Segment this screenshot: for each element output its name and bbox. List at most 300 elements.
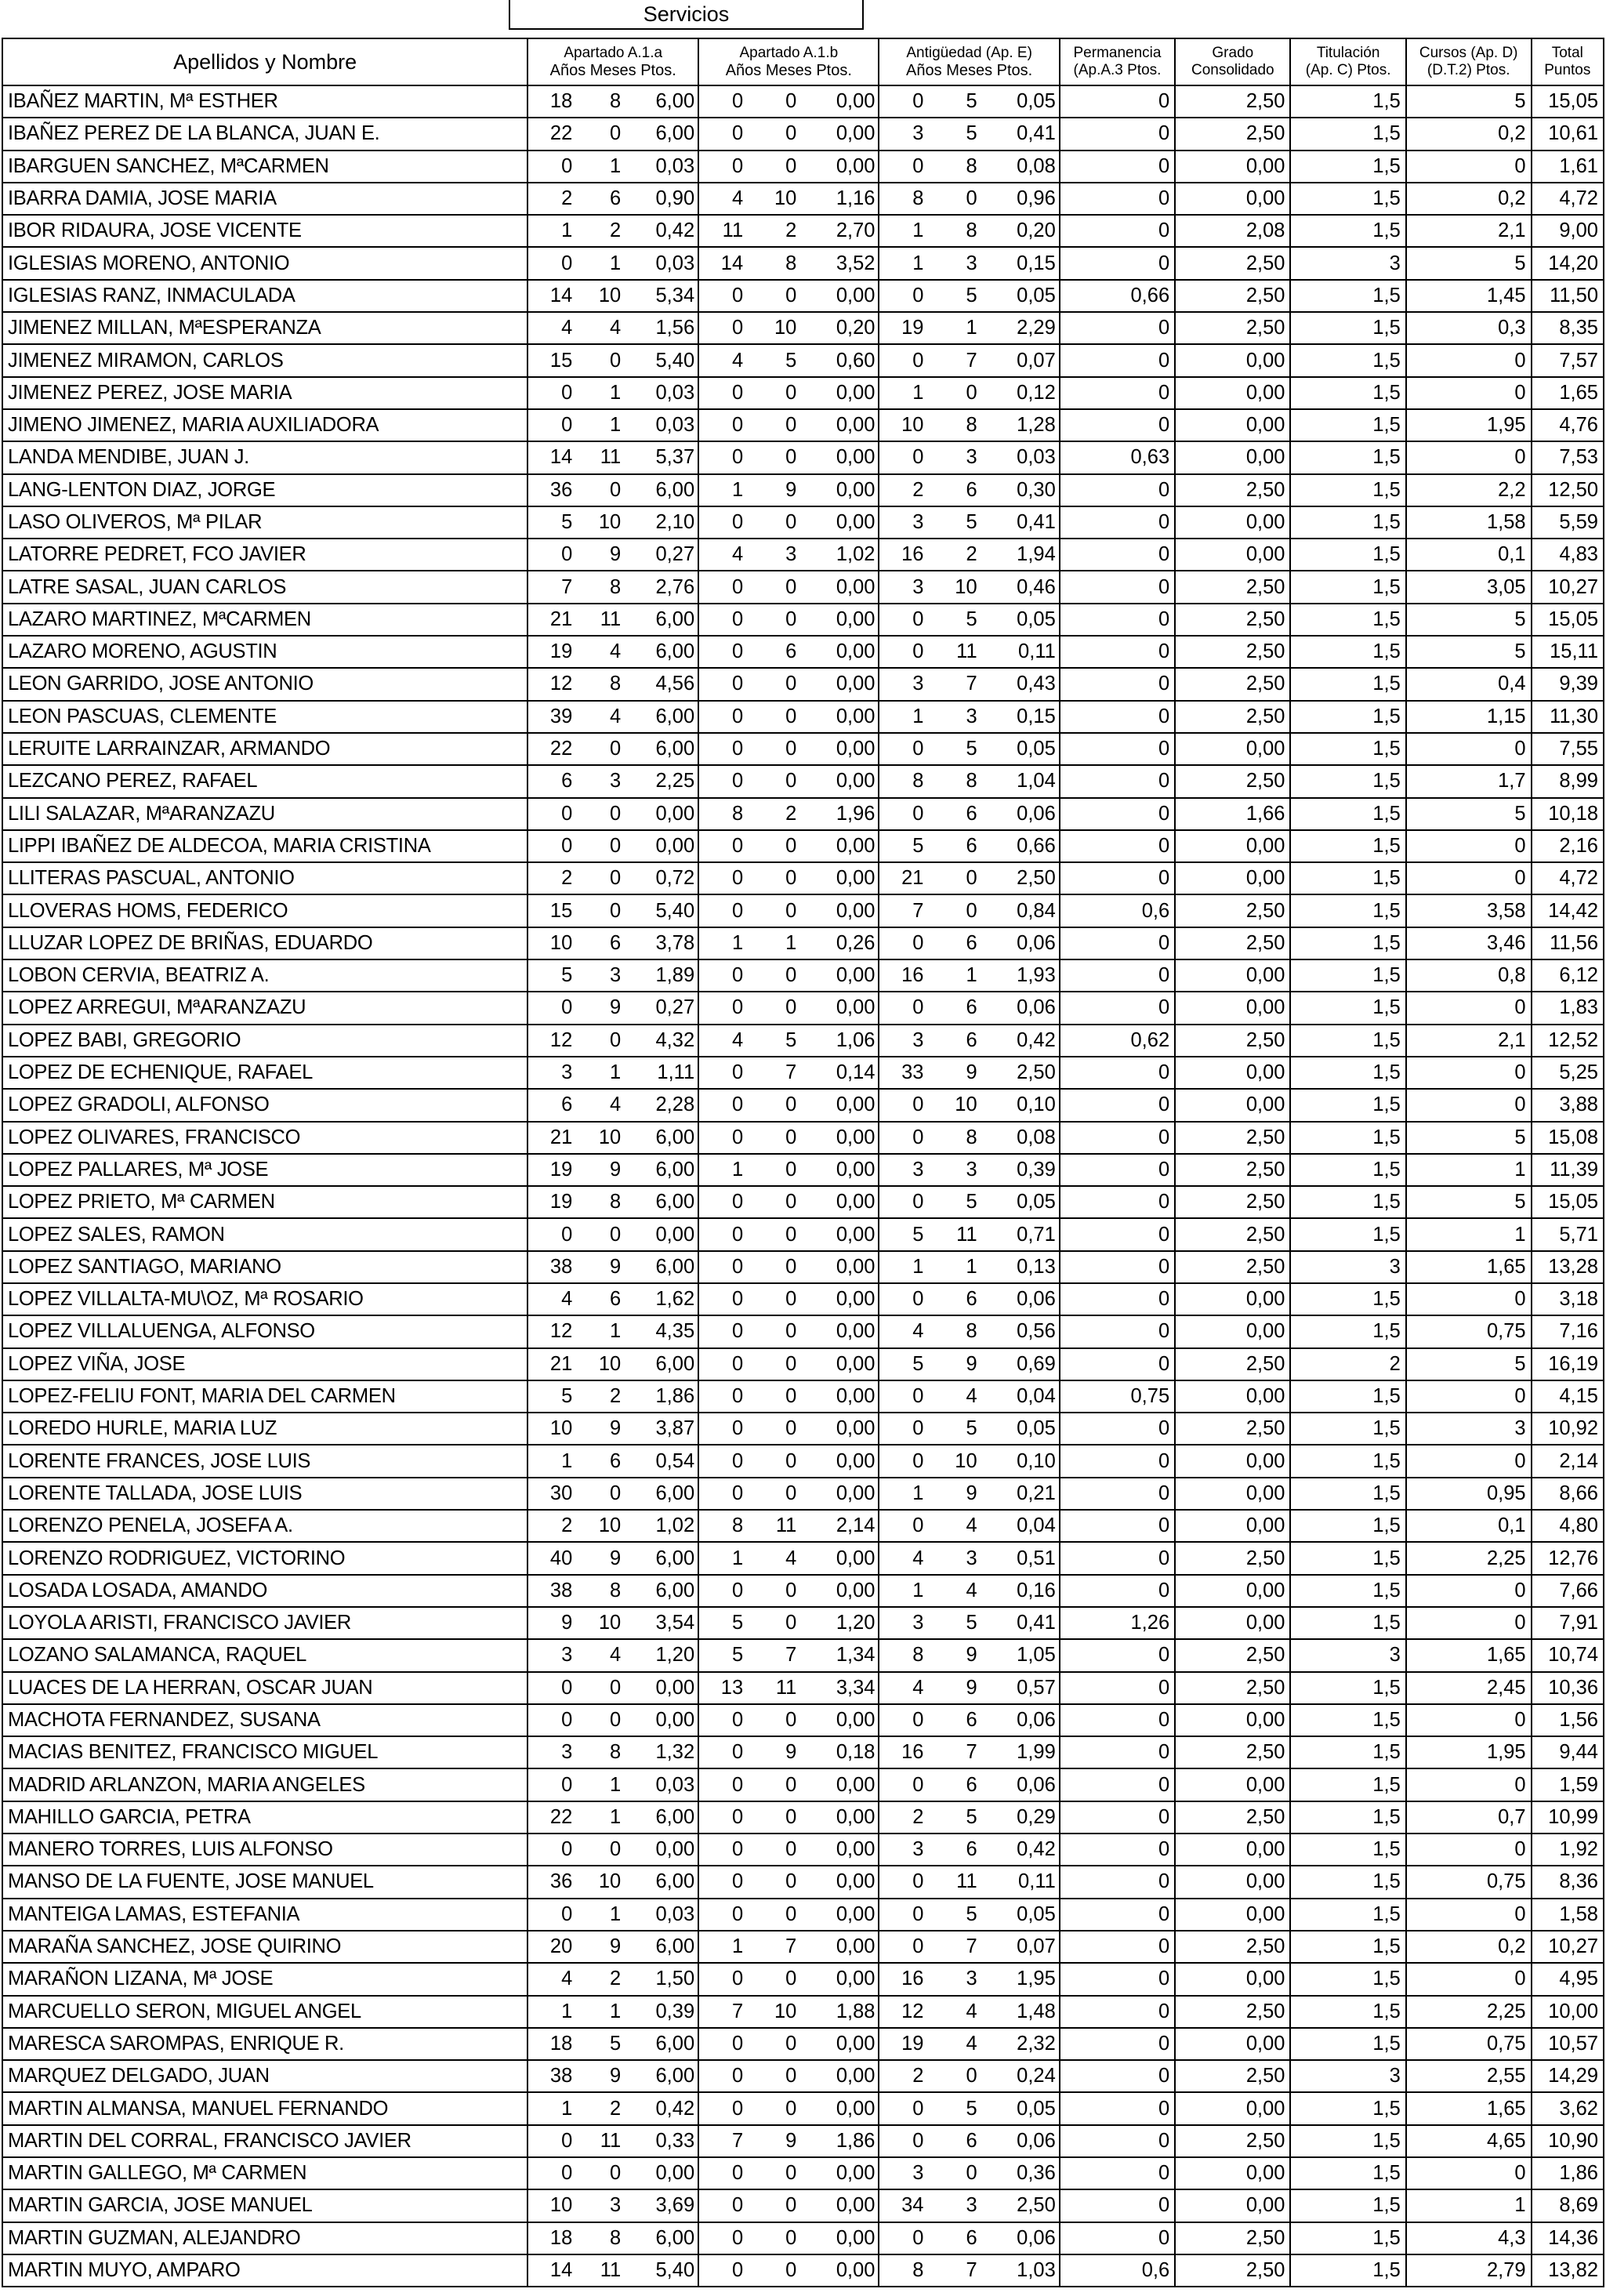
cell-a1a-months: 1 bbox=[610, 2000, 622, 2022]
cell-a1a bbox=[527, 85, 698, 118]
cell-a1b-points: 0,60 bbox=[836, 349, 876, 372]
cell-antiguedad-years: 0 bbox=[912, 802, 924, 825]
cell-name: IGLESIAS RANZ, INMACULADA bbox=[2, 280, 527, 312]
cell-name: MANERO TORRES, LUIS ALFONSO bbox=[2, 1834, 527, 1866]
cell-grado: 0,00 bbox=[1175, 1834, 1290, 1866]
cell-a1b-months: 0 bbox=[785, 1902, 797, 1925]
cell-cursos: 1,65 bbox=[1406, 2092, 1532, 2124]
cell-a1b-points: 0,00 bbox=[836, 834, 876, 857]
cell-a1a-months: 4 bbox=[610, 317, 622, 339]
cell-titulacion: 1,5 bbox=[1290, 992, 1405, 1024]
cell-a1a-months: 8 bbox=[610, 673, 622, 695]
cell-antiguedad-years: 16 bbox=[901, 1741, 924, 1764]
cell-a1a bbox=[527, 1413, 698, 1445]
cell-a1a-years: 0 bbox=[561, 834, 573, 857]
table-row bbox=[2, 1575, 1604, 1607]
cell-a1b bbox=[698, 1478, 879, 1510]
cell-antiguedad bbox=[879, 1736, 1059, 1768]
cell-antiguedad-values bbox=[883, 414, 1055, 437]
cell-a1a bbox=[527, 830, 698, 862]
cell-a1b-values bbox=[702, 1838, 875, 1861]
cell-a1a-points: 0,00 bbox=[655, 1223, 695, 1246]
cell-a1a-points: 5,37 bbox=[655, 446, 695, 469]
cell-a1b-values bbox=[702, 1580, 875, 1602]
cell-antiguedad bbox=[879, 1025, 1059, 1057]
cell-a1a-months: 10 bbox=[598, 1612, 622, 1634]
cell-a1a-values bbox=[531, 803, 694, 825]
cell-total: 15,08 bbox=[1532, 1122, 1604, 1154]
cell-name: LOPEZ-FELIU FONT, MARIA DEL CARMEN bbox=[2, 1380, 527, 1413]
cell-a1a bbox=[527, 733, 698, 765]
cell-a1b-values bbox=[702, 996, 875, 1019]
cell-antiguedad-months: 6 bbox=[966, 2129, 977, 2152]
cell-titulacion: 1,5 bbox=[1290, 312, 1405, 344]
cell-antiguedad-values bbox=[883, 446, 1055, 469]
cell-a1a-values bbox=[531, 1968, 694, 1990]
table-row bbox=[2, 1315, 1604, 1347]
cell-a1b bbox=[698, 441, 879, 473]
cell-antiguedad-months: 6 bbox=[966, 478, 977, 501]
cell-a1a-points: 0,54 bbox=[655, 1449, 695, 1472]
cell-total: 7,57 bbox=[1532, 344, 1604, 376]
cell-a1b-points: 0,00 bbox=[836, 705, 876, 727]
cell-a1b-points: 0,00 bbox=[836, 2259, 876, 2282]
cell-antiguedad bbox=[879, 1963, 1059, 1995]
cell-a1b-months: 10 bbox=[774, 187, 797, 210]
cell-permanencia: 0 bbox=[1060, 2028, 1175, 2060]
cell-antiguedad-values bbox=[883, 1580, 1055, 1602]
cell-a1b bbox=[698, 636, 879, 668]
cell-titulacion: 1,5 bbox=[1290, 1931, 1405, 1963]
cell-a1a bbox=[527, 2189, 698, 2222]
cell-a1b-years: 0 bbox=[731, 1902, 744, 1925]
table-row bbox=[2, 894, 1604, 927]
cell-antiguedad bbox=[879, 247, 1059, 279]
cell-antiguedad-points: 2,32 bbox=[1017, 2032, 1056, 2055]
cell-antiguedad-values bbox=[883, 1644, 1055, 1667]
cell-a1b-months: 0 bbox=[785, 2226, 797, 2249]
cell-a1b-points: 0,00 bbox=[836, 1968, 876, 1990]
cell-cursos: 1,95 bbox=[1406, 409, 1532, 441]
cell-a1b-values bbox=[702, 1450, 875, 1473]
cell-a1a-months: 10 bbox=[598, 511, 622, 533]
cell-antiguedad-points: 1,48 bbox=[1017, 2000, 1056, 2022]
cell-cursos: 1,45 bbox=[1406, 280, 1532, 312]
cell-a1b-months: 2 bbox=[785, 802, 797, 825]
cell-antiguedad-months: 8 bbox=[966, 154, 977, 177]
cell-grado: 0,00 bbox=[1175, 992, 1290, 1024]
cell-a1a-points: 1,20 bbox=[655, 1644, 695, 1667]
cell-a1b-months: 0 bbox=[785, 122, 797, 145]
cell-titulacion: 1,5 bbox=[1290, 2157, 1405, 2189]
cell-name: LOPEZ PALLARES, Mª JOSE bbox=[2, 1154, 527, 1186]
cell-a1b-values bbox=[702, 576, 875, 599]
cell-a1a-months: 6 bbox=[610, 1288, 622, 1311]
cell-a1b-points: 0,00 bbox=[836, 2194, 876, 2217]
cell-a1a-values bbox=[531, 90, 694, 113]
cell-a1b-months: 0 bbox=[785, 1417, 797, 1440]
cell-permanencia: 0 bbox=[1060, 1672, 1175, 1704]
cell-grado: 0,00 bbox=[1175, 539, 1290, 571]
cell-titulacion: 1,5 bbox=[1290, 1445, 1405, 1477]
cell-a1a-months: 0 bbox=[610, 1223, 622, 1246]
cell-a1a-values bbox=[531, 576, 694, 599]
cell-titulacion: 1,5 bbox=[1290, 1996, 1405, 2028]
cell-a1b bbox=[698, 1413, 879, 1445]
cell-a1a-months: 0 bbox=[610, 122, 622, 145]
cell-a1a-months: 0 bbox=[610, 802, 622, 825]
cell-antiguedad-years: 1 bbox=[912, 381, 924, 404]
cell-name: MARCUELLO SERON, MIGUEL ANGEL bbox=[2, 1996, 527, 2028]
cell-name: LLUZAR LOPEZ DE BRIÑAS, EDUARDO bbox=[2, 927, 527, 959]
cell-antiguedad-years: 1 bbox=[912, 1482, 924, 1504]
cell-antiguedad bbox=[879, 1315, 1059, 1347]
cell-titulacion: 1,5 bbox=[1290, 571, 1405, 603]
cell-total: 16,19 bbox=[1532, 1348, 1604, 1380]
cell-titulacion: 1,5 bbox=[1290, 862, 1405, 894]
cell-antiguedad-years: 0 bbox=[912, 1449, 924, 1472]
cell-cursos: 3 bbox=[1406, 1413, 1532, 1445]
cell-a1b-values bbox=[702, 1482, 875, 1505]
cell-name: MARAÑON LIZANA, Mª JOSE bbox=[2, 1963, 527, 1995]
cell-antiguedad-values bbox=[883, 1838, 1055, 1861]
cell-a1a-years: 21 bbox=[549, 608, 573, 630]
table-row bbox=[2, 604, 1604, 636]
cell-a1a bbox=[527, 1996, 698, 2028]
cell-a1a-points: 0,03 bbox=[655, 1902, 695, 1925]
cell-total: 7,53 bbox=[1532, 441, 1604, 473]
cell-a1a-points: 0,27 bbox=[655, 996, 695, 1019]
cell-antiguedad-years: 3 bbox=[912, 673, 924, 695]
cell-a1b-points: 0,18 bbox=[836, 1741, 876, 1764]
cell-a1a-points: 3,87 bbox=[655, 1417, 695, 1440]
cell-antiguedad bbox=[879, 733, 1059, 765]
table-row bbox=[2, 1218, 1604, 1250]
cell-total: 8,66 bbox=[1532, 1478, 1604, 1510]
cell-a1a bbox=[527, 1542, 698, 1574]
cell-antiguedad-points: 1,99 bbox=[1017, 1741, 1056, 1764]
cell-total: 15,05 bbox=[1532, 604, 1604, 636]
cell-a1b-points: 0,00 bbox=[836, 2065, 876, 2087]
cell-grado: 2,50 bbox=[1175, 1639, 1290, 1671]
table-row bbox=[2, 85, 1604, 118]
cell-cursos: 0 bbox=[1406, 1899, 1532, 1931]
cell-a1a-values bbox=[531, 1256, 694, 1279]
cell-grado: 2,50 bbox=[1175, 1931, 1290, 1963]
cell-name: LORENTE TALLADA, JOSE LUIS bbox=[2, 1478, 527, 1510]
cell-a1a-points: 6,00 bbox=[655, 1935, 695, 1958]
cell-a1b-months: 0 bbox=[785, 1838, 797, 1861]
cell-a1b-months: 9 bbox=[785, 2129, 797, 2152]
table-row bbox=[2, 344, 1604, 376]
cell-a1b-points: 0,00 bbox=[836, 673, 876, 695]
cell-a1a-points: 0,00 bbox=[655, 1708, 695, 1731]
cell-cursos: 0 bbox=[1406, 1963, 1532, 1995]
cell-a1a-months: 3 bbox=[610, 964, 622, 987]
cell-a1b bbox=[698, 1542, 879, 1574]
cell-antiguedad-years: 21 bbox=[901, 867, 924, 890]
cell-antiguedad-points: 0,56 bbox=[1017, 1320, 1056, 1343]
cell-permanencia: 0 bbox=[1060, 1510, 1175, 1542]
cell-a1b bbox=[698, 1445, 879, 1477]
cell-a1b bbox=[698, 604, 879, 636]
cell-a1a-months: 3 bbox=[610, 2194, 622, 2217]
cell-permanencia: 0 bbox=[1060, 765, 1175, 797]
cell-a1a-years: 3 bbox=[561, 1061, 573, 1084]
cell-a1a-months: 4 bbox=[610, 705, 622, 727]
cell-a1b-years: 0 bbox=[731, 1191, 744, 1213]
cell-antiguedad-months: 5 bbox=[966, 738, 977, 760]
cell-a1b-points: 0,00 bbox=[836, 1935, 876, 1958]
cell-cursos: 3,58 bbox=[1406, 894, 1532, 927]
cell-a1a-values bbox=[531, 1580, 694, 1602]
cell-a1b-values bbox=[702, 900, 875, 923]
cell-a1a-months: 0 bbox=[610, 2162, 622, 2185]
cell-a1b-values bbox=[702, 219, 875, 242]
cell-a1b-months: 0 bbox=[785, 705, 797, 727]
cell-a1b-years: 1 bbox=[731, 478, 744, 501]
cell-antiguedad bbox=[879, 1251, 1059, 1283]
cell-a1a-points: 0,03 bbox=[655, 414, 695, 437]
cell-total: 12,76 bbox=[1532, 1542, 1604, 1574]
cell-antiguedad-points: 0,69 bbox=[1017, 1352, 1056, 1375]
cell-a1a-years: 0 bbox=[561, 996, 573, 1019]
table-row bbox=[2, 1025, 1604, 1057]
cell-antiguedad-months: 5 bbox=[966, 2097, 977, 2120]
cell-antiguedad-months: 6 bbox=[966, 931, 977, 954]
cell-antiguedad-points: 1,04 bbox=[1017, 770, 1056, 793]
cell-antiguedad-values bbox=[883, 2065, 1055, 2087]
cell-antiguedad-months: 0 bbox=[966, 899, 977, 922]
cell-a1a-points: 6,00 bbox=[655, 1191, 695, 1213]
cell-a1b bbox=[698, 1899, 879, 1931]
cell-grado: 2,50 bbox=[1175, 765, 1290, 797]
cell-a1a-values bbox=[531, 479, 694, 502]
cell-antiguedad-values bbox=[883, 187, 1055, 210]
cell-name: LOPEZ OLIVARES, FRANCISCO bbox=[2, 1122, 527, 1154]
cell-a1a-points: 0,00 bbox=[655, 1676, 695, 1699]
cell-a1b-years: 0 bbox=[731, 899, 744, 922]
cell-cursos: 0,1 bbox=[1406, 1510, 1532, 1542]
cell-antiguedad-months: 5 bbox=[966, 511, 977, 533]
cell-antiguedad-years: 0 bbox=[912, 996, 924, 1019]
cell-a1a-points: 0,39 bbox=[655, 2000, 695, 2022]
cell-grado: 2,50 bbox=[1175, 2222, 1290, 2254]
cell-antiguedad-years: 8 bbox=[912, 187, 924, 210]
cell-a1a-values bbox=[531, 1353, 694, 1376]
cell-total: 3,62 bbox=[1532, 2092, 1604, 2124]
cell-antiguedad bbox=[879, 668, 1059, 700]
cell-a1a-months: 10 bbox=[598, 284, 622, 306]
cell-titulacion: 1,5 bbox=[1290, 2092, 1405, 2124]
cell-antiguedad-years: 34 bbox=[901, 2194, 924, 2217]
cell-permanencia: 0 bbox=[1060, 1283, 1175, 1315]
cell-permanencia: 0 bbox=[1060, 992, 1175, 1024]
cell-cursos: 0 bbox=[1406, 441, 1532, 473]
cell-total: 5,25 bbox=[1532, 1057, 1604, 1089]
header-a1b-title: Apartado A.1.b bbox=[739, 45, 839, 61]
cell-titulacion: 2 bbox=[1290, 1348, 1405, 1380]
cell-antiguedad bbox=[879, 1510, 1059, 1542]
header-antiguedad-title: Antigüedad (Ap. E) bbox=[906, 45, 1032, 61]
cell-total: 4,76 bbox=[1532, 409, 1604, 441]
cell-antiguedad bbox=[879, 1218, 1059, 1250]
cell-titulacion: 1,5 bbox=[1290, 1672, 1405, 1704]
cell-antiguedad bbox=[879, 118, 1059, 150]
cell-grado: 0,00 bbox=[1175, 1089, 1290, 1121]
cell-a1a bbox=[527, 1510, 698, 1542]
cell-name: LLITERAS PASCUAL, ANTONIO bbox=[2, 862, 527, 894]
cell-antiguedad-years: 0 bbox=[912, 640, 924, 663]
cell-a1b bbox=[698, 1931, 879, 1963]
cell-permanencia: 0 bbox=[1060, 1542, 1175, 1574]
cell-antiguedad-months: 7 bbox=[966, 1935, 977, 1958]
cell-titulacion: 1,5 bbox=[1290, 118, 1405, 150]
cell-grado: 2,50 bbox=[1175, 1251, 1290, 1283]
cell-titulacion: 1,5 bbox=[1290, 798, 1405, 830]
cell-a1b-months: 0 bbox=[785, 2194, 797, 2217]
cell-antiguedad-years: 1 bbox=[912, 1579, 924, 1601]
cell-antiguedad-months: 11 bbox=[956, 1223, 977, 1246]
table-row bbox=[2, 506, 1604, 539]
cell-a1b bbox=[698, 2028, 879, 2060]
cell-a1b-points: 0,00 bbox=[836, 770, 876, 793]
cell-a1b-years: 0 bbox=[731, 834, 744, 857]
cell-antiguedad-values bbox=[883, 1514, 1055, 1537]
cell-a1a-years: 4 bbox=[561, 317, 573, 339]
cell-antiguedad-values bbox=[883, 350, 1055, 372]
cell-a1a-years: 14 bbox=[549, 2259, 573, 2282]
cell-a1b bbox=[698, 1218, 879, 1250]
cell-a1b-values bbox=[702, 705, 875, 728]
cell-total: 1,59 bbox=[1532, 1768, 1604, 1801]
cell-grado: 0,00 bbox=[1175, 377, 1290, 409]
cell-antiguedad-points: 0,06 bbox=[1017, 931, 1056, 954]
cell-a1b-years: 0 bbox=[731, 2194, 744, 2217]
cell-permanencia: 0 bbox=[1060, 2189, 1175, 2222]
cell-a1a-points: 6,00 bbox=[655, 640, 695, 663]
cell-a1a-months: 10 bbox=[598, 1126, 622, 1148]
cell-cursos: 0,2 bbox=[1406, 118, 1532, 150]
cell-antiguedad-years: 0 bbox=[912, 1708, 924, 1731]
cell-a1b-months: 11 bbox=[775, 1676, 797, 1699]
cell-cursos: 0 bbox=[1406, 1607, 1532, 1639]
cell-grado: 2,08 bbox=[1175, 215, 1290, 247]
cell-a1b-months: 0 bbox=[785, 1385, 797, 1408]
cell-titulacion: 1,5 bbox=[1290, 604, 1405, 636]
cell-titulacion: 1,5 bbox=[1290, 2028, 1405, 2060]
cell-permanencia: 0 bbox=[1060, 1801, 1175, 1834]
cell-cursos: 0 bbox=[1406, 1834, 1532, 1866]
cell-a1a-months: 9 bbox=[610, 1417, 622, 1440]
cell-a1a-points: 6,00 bbox=[655, 2032, 695, 2055]
cell-total: 5,71 bbox=[1532, 1218, 1604, 1250]
cell-a1b-values bbox=[702, 1320, 875, 1343]
cell-name: MARTIN ALMANSA, MANUEL FERNANDO bbox=[2, 2092, 527, 2124]
cell-a1a-values bbox=[531, 932, 694, 955]
table-row bbox=[2, 441, 1604, 473]
cell-a1b bbox=[698, 1672, 879, 1704]
cell-antiguedad bbox=[879, 1057, 1059, 1089]
cell-a1a-months: 0 bbox=[610, 1676, 622, 1699]
cell-total: 10,90 bbox=[1532, 2125, 1604, 2157]
cell-a1a-values bbox=[531, 1741, 694, 1764]
cell-a1b-years: 0 bbox=[731, 1805, 744, 1828]
cell-a1a-values bbox=[531, 317, 694, 339]
cell-titulacion: 1,5 bbox=[1290, 1704, 1405, 1736]
cell-a1b-years: 0 bbox=[731, 1741, 744, 1764]
cell-name: MARESCA SAROMPAS, ENRIQUE R. bbox=[2, 2028, 527, 2060]
cell-a1b-years: 0 bbox=[731, 90, 744, 113]
cell-a1a bbox=[527, 1478, 698, 1510]
cell-antiguedad-points: 0,05 bbox=[1017, 608, 1056, 630]
table-row bbox=[2, 927, 1604, 959]
cell-antiguedad-points: 0,05 bbox=[1017, 1417, 1056, 1440]
cell-antiguedad-points: 2,50 bbox=[1017, 1061, 1056, 1084]
cell-a1b-months: 0 bbox=[785, 2162, 797, 2185]
cell-a1a-points: 1,11 bbox=[657, 1061, 695, 1084]
cell-a1b-years: 4 bbox=[731, 543, 744, 566]
cell-name: LIPPI IBAÑEZ DE ALDECOA, MARIA CRISTINA bbox=[2, 830, 527, 862]
cell-a1b-values bbox=[702, 1385, 875, 1408]
cell-a1a-months: 0 bbox=[610, 738, 622, 760]
cell-a1b-values bbox=[702, 1903, 875, 1926]
cell-total: 7,55 bbox=[1532, 733, 1604, 765]
cell-a1a bbox=[527, 2092, 698, 2124]
cell-permanencia: 0 bbox=[1060, 151, 1175, 183]
table-row bbox=[2, 1736, 1604, 1768]
cell-antiguedad-values bbox=[883, 1870, 1055, 1893]
cell-cursos: 0 bbox=[1406, 830, 1532, 862]
cell-a1a-points: 6,00 bbox=[655, 90, 695, 113]
table-row bbox=[2, 247, 1604, 279]
cell-antiguedad-months: 3 bbox=[966, 1158, 977, 1181]
cell-a1a-values bbox=[531, 2000, 694, 2023]
cell-a1a-values bbox=[531, 1450, 694, 1473]
cell-total: 9,44 bbox=[1532, 1736, 1604, 1768]
table-row bbox=[2, 539, 1604, 571]
cell-a1a-years: 20 bbox=[549, 1935, 573, 1958]
cell-a1a-years: 12 bbox=[549, 1028, 573, 1051]
cell-a1a-years: 36 bbox=[549, 478, 573, 501]
table-row bbox=[2, 2125, 1604, 2157]
cell-a1a-points: 0,27 bbox=[655, 543, 695, 566]
cell-a1b-years: 0 bbox=[731, 154, 744, 177]
cell-a1b-months: 6 bbox=[785, 640, 797, 663]
cell-cursos: 5 bbox=[1406, 604, 1532, 636]
cell-antiguedad-points: 0,39 bbox=[1017, 1158, 1056, 1181]
cell-antiguedad-points: 0,05 bbox=[1017, 284, 1056, 306]
cell-a1b-months: 0 bbox=[785, 1320, 797, 1343]
cell-a1a-years: 18 bbox=[549, 2032, 573, 2055]
cell-antiguedad-values bbox=[883, 1741, 1055, 1764]
cell-antiguedad-years: 5 bbox=[912, 834, 924, 857]
cell-a1a-years: 18 bbox=[549, 2226, 573, 2249]
cell-grado: 0,00 bbox=[1175, 441, 1290, 473]
cell-grado: 2,50 bbox=[1175, 2254, 1290, 2287]
cell-a1a-months: 0 bbox=[610, 349, 622, 372]
cell-a1b bbox=[698, 85, 879, 118]
cell-a1b-months: 0 bbox=[785, 1805, 797, 1828]
cell-a1b-months: 0 bbox=[785, 867, 797, 890]
cell-a1b-years: 0 bbox=[731, 1352, 744, 1375]
cell-antiguedad-values bbox=[883, 122, 1055, 145]
table-row bbox=[2, 151, 1604, 183]
cell-antiguedad-years: 0 bbox=[912, 1870, 924, 1893]
cell-permanencia: 0 bbox=[1060, 604, 1175, 636]
cell-a1b-values bbox=[702, 2227, 875, 2250]
cell-a1a-points: 6,00 bbox=[655, 608, 695, 630]
